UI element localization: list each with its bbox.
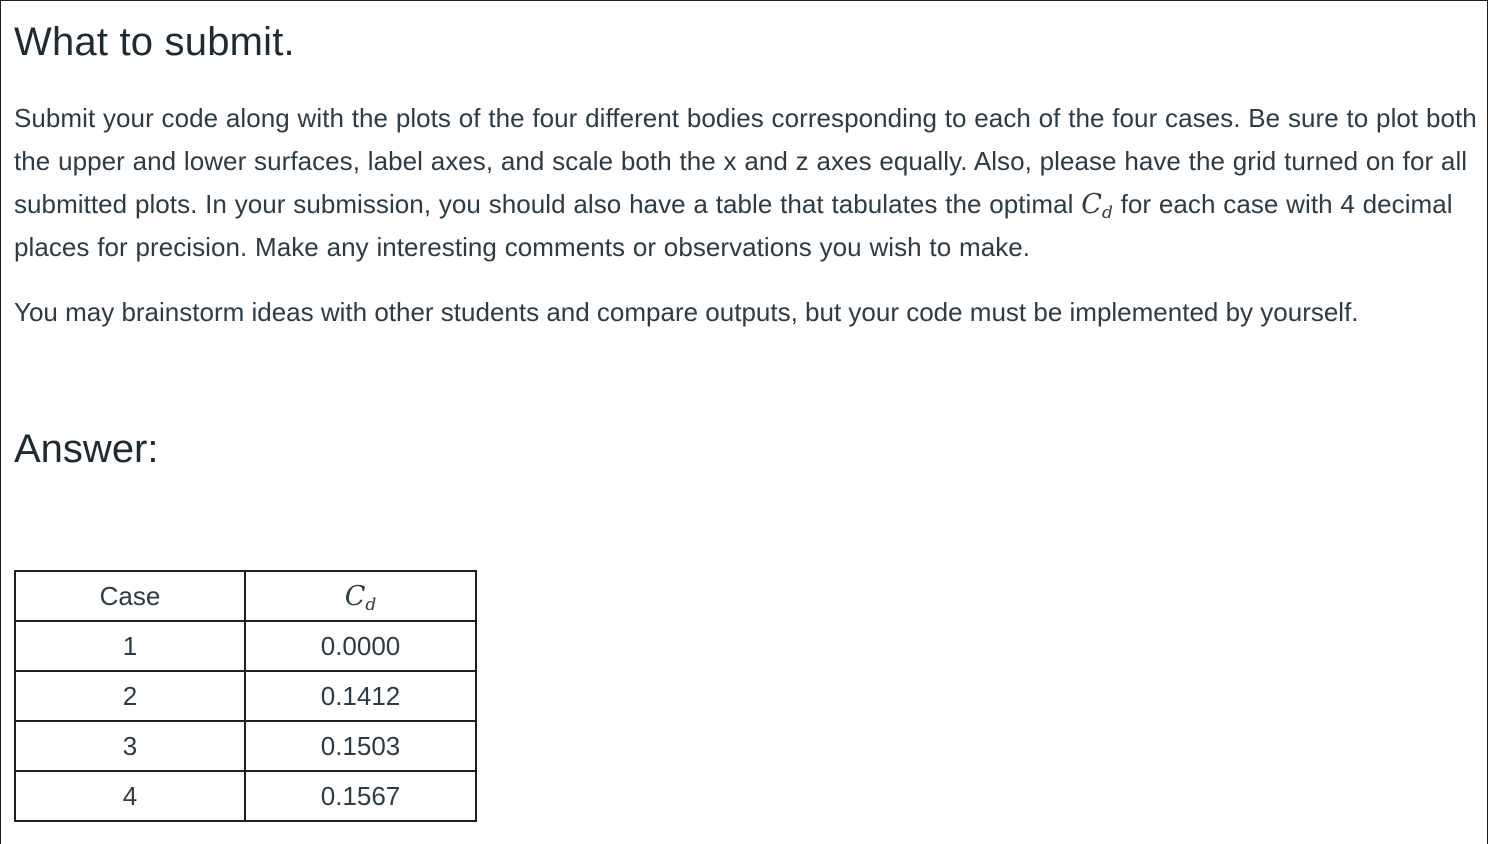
instructions-paragraph bbox=[14, 97, 1482, 269]
case-cell: 1 bbox=[15, 621, 245, 671]
table-row bbox=[15, 621, 476, 671]
cd-cell: 0.0000 bbox=[245, 621, 476, 671]
header-cd-symbol bbox=[344, 580, 377, 615]
cd-cell: 0.1503 bbox=[245, 721, 476, 771]
header-cd-base: C bbox=[344, 580, 366, 612]
cd-symbol-base: C bbox=[1081, 189, 1102, 220]
case-cell: 2 bbox=[15, 671, 245, 721]
cd-symbol bbox=[1081, 189, 1113, 223]
header-cd-subscript: d bbox=[365, 594, 377, 615]
results-table bbox=[14, 570, 477, 822]
cd-cell: 0.1412 bbox=[245, 671, 476, 721]
table-row bbox=[15, 771, 476, 821]
case-cell: 4 bbox=[15, 771, 245, 821]
collaboration-paragraph: You may brainstorm ideas with other students and compare outputs, but your code must be implemented by yourself. bbox=[14, 297, 1359, 327]
section-title: What to submit. bbox=[14, 20, 295, 64]
table-header-row bbox=[15, 571, 476, 621]
instructions-text-part2: for each case with 4 decimal places for precision. Make any interesting comments or observations you wish to make. bbox=[14, 189, 1453, 262]
header-cd bbox=[245, 571, 476, 621]
cd-cell: 0.1567 bbox=[245, 771, 476, 821]
answer-title: Answer: bbox=[14, 427, 159, 471]
table-row bbox=[15, 671, 476, 721]
table-row bbox=[15, 721, 476, 771]
case-cell: 3 bbox=[15, 721, 245, 771]
header-case: Case bbox=[15, 571, 245, 621]
instructions-text-part1: Submit your code along with the plots of the four different bodies corresponding to each of the four cases. Be sure to plot both the upper and lower surfaces, label axes, and scale both the x and z axes equally. Also, please have the grid turned on for all submitted plots. In your submission, you should also have a table that tabulates the optimal bbox=[14, 103, 1477, 219]
cd-symbol-subscript: d bbox=[1101, 203, 1113, 223]
